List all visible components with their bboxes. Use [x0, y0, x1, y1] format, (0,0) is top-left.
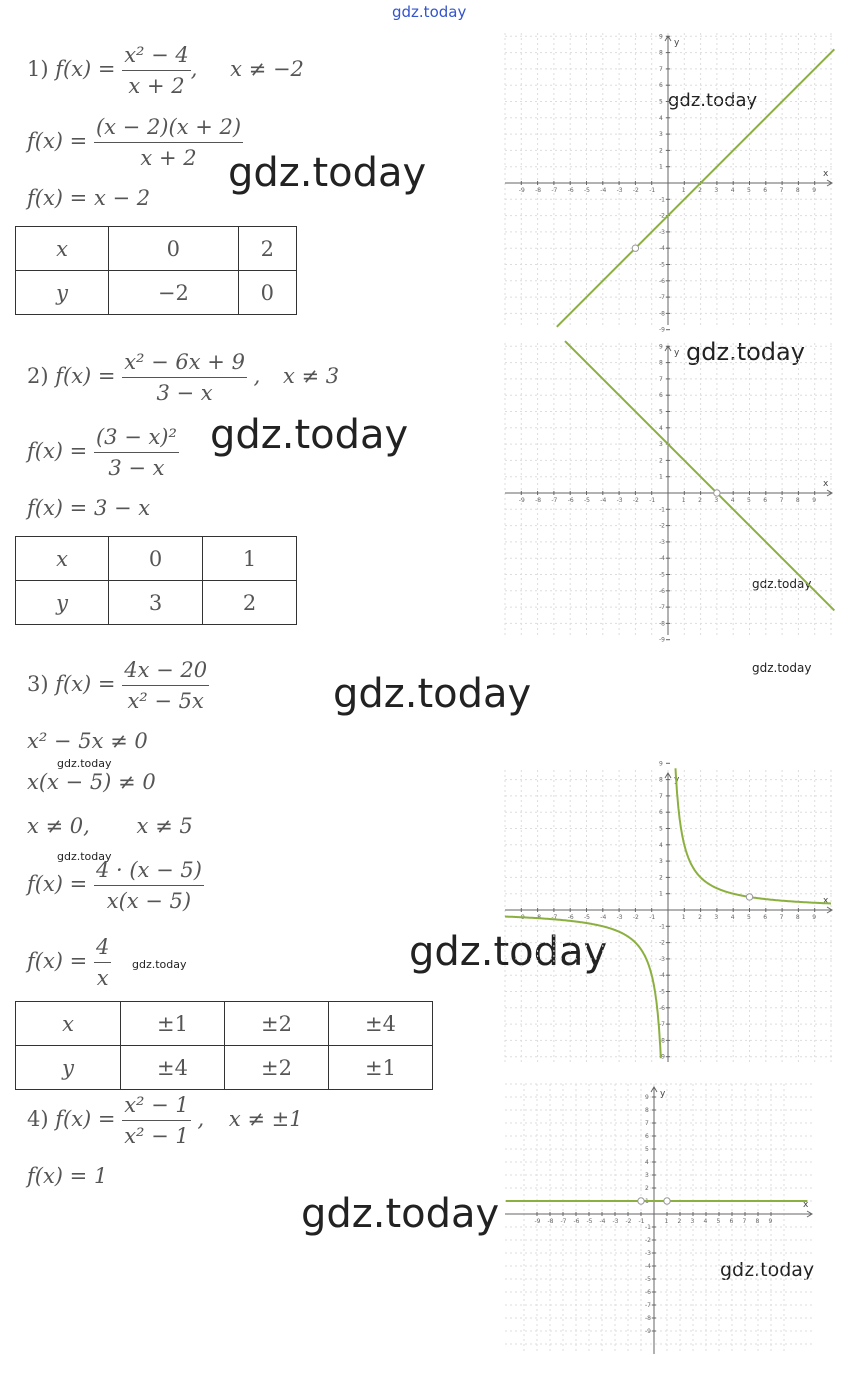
x-tick-label: -8 — [535, 187, 542, 194]
x-tick-label: -6 — [567, 914, 574, 921]
x-tick-label: -1 — [649, 914, 656, 921]
x-tick-label: -2 — [632, 914, 639, 921]
table-cell: y — [16, 271, 109, 315]
graph-2 — [505, 343, 835, 644]
table-row — [16, 537, 297, 581]
watermark: gdz.today — [132, 958, 187, 971]
y-tick-label: 8 — [659, 776, 663, 784]
function-curve — [505, 917, 661, 1059]
x-tick-label: 8 — [795, 497, 800, 504]
p2-result: f(x) = 3 − x — [27, 496, 151, 520]
p1-result: f(x) = x − 2 — [27, 186, 151, 210]
x-axis-label: x — [803, 1200, 809, 1210]
x-tick-label: 8 — [755, 1218, 760, 1225]
watermark: gdz.today — [752, 661, 812, 675]
x-tick-label: 5 — [716, 1218, 721, 1225]
p1-step-fraction — [94, 112, 243, 173]
y-tick-label: 4 — [659, 424, 663, 432]
x-tick-label: -7 — [560, 1218, 567, 1225]
y-tick-label: 8 — [645, 1107, 649, 1114]
p3-step-den: x(x − 5) — [106, 889, 192, 913]
y-axis-label: y — [674, 348, 680, 358]
x-tick-label: 4 — [730, 497, 735, 504]
y-tick-label: -3 — [659, 955, 665, 963]
table-cell: 0 — [238, 271, 296, 315]
fx-label: f(x) = — [55, 1107, 116, 1131]
table-cell: ±4 — [329, 1002, 433, 1046]
x-tick-label: 4 — [703, 1218, 708, 1225]
y-tick-label: -3 — [645, 1250, 651, 1257]
y-tick-label: 9 — [659, 760, 663, 768]
y-tick-label: -9 — [659, 326, 665, 334]
watermark: gdz.today — [301, 1191, 500, 1237]
p2-def-num: x² − 6x + 9 — [122, 347, 247, 378]
x-tick-label: -3 — [616, 187, 623, 194]
x-tick-label: 9 — [812, 914, 817, 921]
x-tick-label: 7 — [779, 187, 784, 194]
fx-label: f(x) = — [27, 439, 88, 463]
fx-label: f(x) = — [55, 672, 116, 696]
x-tick-label: -5 — [584, 914, 590, 921]
x-tick-label: -6 — [567, 497, 574, 504]
table-cell: ±2 — [225, 1002, 329, 1046]
y-tick-label: 3 — [659, 441, 663, 449]
y-tick-label: -8 — [645, 1315, 651, 1322]
x-axis-label: x — [823, 896, 829, 906]
x-tick-label: 7 — [742, 1218, 747, 1225]
x-tick-label: -8 — [535, 497, 542, 504]
x-tick-label: -7 — [551, 497, 558, 504]
table-cell: 2 — [238, 227, 296, 271]
y-tick-label: -9 — [659, 636, 665, 644]
y-tick-label: 5 — [659, 408, 663, 416]
watermark: gdz.today — [57, 757, 112, 770]
y-tick-label: -6 — [659, 1004, 665, 1012]
x-tick-label: 9 — [812, 497, 817, 504]
table-row — [16, 271, 297, 315]
y-tick-label: -7 — [659, 604, 665, 612]
y-tick-label: -1 — [659, 923, 665, 931]
x-tick-label: 5 — [747, 914, 751, 921]
table-cell: 0 — [109, 227, 239, 271]
y-tick-label: 5 — [645, 1146, 649, 1153]
x-tick-label: -1 — [649, 187, 656, 194]
p4-definition: 4) f(x) = $\frac{\text{x² − 1}}{\text{x² − 1}}$ , x ≠ ±1 — [27, 1090, 303, 1151]
hole-point — [746, 894, 752, 900]
x-tick-label: 6 — [729, 1218, 734, 1225]
table-cell: 2 — [203, 581, 297, 625]
p3-line3: x ≠ 0, x ≠ 5 — [27, 814, 193, 838]
y-tick-label: 7 — [659, 792, 663, 800]
y-tick-label: 4 — [659, 114, 663, 122]
x-tick-label: 8 — [795, 914, 800, 921]
y-axis-label: y — [674, 38, 680, 48]
p3-final-num: 4 — [94, 932, 111, 963]
p3-step-fraction — [94, 855, 204, 916]
p2-value-table — [15, 536, 297, 625]
y-tick-label: -3 — [659, 538, 665, 546]
y-tick-label: 8 — [659, 359, 663, 367]
y-tick-label: 7 — [645, 1120, 649, 1127]
watermark: gdz.today — [668, 90, 758, 111]
p4-number: 4) — [27, 1107, 49, 1131]
watermark: gdz.today — [720, 1259, 815, 1281]
watermark: gdz.today — [409, 929, 608, 975]
y-tick-label: 3 — [659, 131, 663, 139]
y-tick-label: -8 — [659, 620, 665, 628]
table-cell: ±1 — [329, 1046, 433, 1090]
table-cell: ±4 — [121, 1046, 225, 1090]
p4-result: f(x) = 1 — [27, 1164, 108, 1188]
y-tick-label: -1 — [645, 1224, 651, 1231]
y-tick-label: -3 — [659, 228, 665, 236]
p1-value-table — [15, 226, 297, 315]
x-axis-label: x — [823, 169, 829, 179]
y-tick-label: -1 — [659, 196, 665, 204]
watermark: gdz.today — [752, 577, 812, 591]
y-tick-label: 6 — [659, 82, 663, 90]
y-tick-label: 1 — [659, 163, 663, 171]
watermark: gdz.today — [333, 671, 532, 717]
watermark: gdz.today — [228, 150, 427, 196]
p3-value-table — [15, 1001, 433, 1090]
hole-point — [632, 245, 638, 251]
watermark-top: gdz.today — [392, 3, 467, 21]
y-tick-label: 7 — [659, 375, 663, 383]
p3-final — [27, 932, 111, 993]
x-tick-label: -1 — [649, 497, 656, 504]
x-axis-label: x — [823, 479, 829, 489]
function-curve — [676, 768, 832, 903]
x-tick-label: 1 — [681, 497, 686, 504]
x-tick-label: 9 — [768, 1218, 773, 1225]
x-tick-label: -5 — [586, 1218, 593, 1225]
p1-def-fraction — [122, 40, 191, 101]
p1-step-num: (x − 2)(x + 2) — [94, 112, 243, 143]
watermark: gdz.today — [210, 412, 409, 458]
x-tick-label: 7 — [779, 497, 784, 504]
x-tick-label: 8 — [795, 187, 800, 194]
x-tick-label: -4 — [599, 1218, 606, 1225]
y-tick-label: 1 — [659, 890, 663, 898]
table-cell: x — [16, 1002, 121, 1046]
x-tick-label: 6 — [763, 187, 768, 194]
x-tick-label: -6 — [567, 187, 574, 194]
y-tick-label: -5 — [659, 261, 665, 269]
y-tick-label: 6 — [645, 1133, 649, 1140]
table-row — [16, 1002, 433, 1046]
p3-line1: x² − 5x ≠ 0 — [27, 729, 148, 753]
y-tick-label: -2 — [659, 522, 665, 530]
y-tick-label: -6 — [659, 277, 665, 285]
y-tick-label: 1 — [645, 1198, 649, 1205]
watermark: gdz.today — [686, 338, 805, 366]
table-row — [16, 227, 297, 271]
table-cell: 3 — [109, 581, 203, 625]
x-tick-label: 2 — [698, 914, 702, 921]
y-tick-label: 6 — [659, 809, 663, 817]
y-axis-label: y — [660, 1089, 666, 1099]
x-tick-label: -8 — [535, 914, 542, 921]
x-tick-label: -5 — [584, 187, 590, 194]
fx-label: f(x) = — [27, 129, 88, 153]
y-tick-label: 2 — [659, 874, 663, 882]
y-tick-label: 2 — [659, 147, 663, 155]
function-curve — [565, 341, 834, 610]
y-tick-label: 9 — [659, 33, 663, 41]
table-cell: y — [16, 581, 109, 625]
y-tick-label: -5 — [659, 571, 665, 579]
x-tick-label: -2 — [632, 187, 639, 194]
y-tick-label: -5 — [645, 1276, 651, 1283]
hole-point — [664, 1198, 670, 1204]
y-tick-label: -2 — [645, 1237, 651, 1244]
p3-step — [27, 855, 204, 916]
table-cell: 1 — [203, 537, 297, 581]
graph-4 — [505, 1084, 815, 1354]
p1-def-num: x² − 4 — [122, 40, 191, 71]
table-row — [16, 1046, 433, 1090]
x-tick-label: -8 — [547, 1218, 554, 1225]
x-tick-label: -7 — [551, 914, 558, 921]
graph-1 — [505, 33, 835, 334]
y-tick-label: 5 — [659, 98, 663, 106]
y-tick-label: 7 — [659, 65, 663, 73]
table-cell: y — [16, 1046, 121, 1090]
table-cell: x — [16, 227, 109, 271]
table-cell: 0 — [109, 537, 203, 581]
hole-point — [714, 490, 720, 496]
p2-definition: 2) f(x) = $\frac{\text{x² − 6x + 9}}{3 - x}$ , x ≠ 3 — [27, 347, 339, 408]
x-tick-label: -4 — [600, 497, 607, 504]
p3-definition — [27, 655, 209, 716]
x-tick-label: 4 — [730, 914, 735, 921]
y-axis-label: y — [674, 775, 680, 785]
p1-step — [27, 112, 243, 173]
p4-def-den: x² − 1 — [124, 1124, 189, 1148]
y-tick-label: -7 — [645, 1302, 651, 1309]
p3-def-den: x² − 5x — [127, 689, 204, 713]
y-tick-label: -7 — [659, 1021, 665, 1029]
y-tick-label: 4 — [645, 1159, 649, 1166]
x-tick-label: 3 — [714, 187, 719, 194]
x-tick-label: -4 — [600, 914, 607, 921]
y-tick-label: 9 — [645, 1094, 649, 1101]
x-tick-label: -2 — [625, 1218, 632, 1225]
x-tick-label: 1 — [664, 1218, 669, 1225]
p2-step-num: (3 − x)² — [94, 422, 179, 453]
y-tick-label: 5 — [659, 825, 663, 833]
table-cell: −2 — [109, 271, 239, 315]
x-tick-label: -6 — [573, 1218, 580, 1225]
x-tick-label: 1 — [681, 914, 686, 921]
y-tick-label: -9 — [645, 1328, 651, 1335]
p3-line2: x(x − 5) ≠ 0 — [27, 770, 156, 794]
y-tick-label: -4 — [659, 972, 665, 980]
y-tick-label: 6 — [659, 392, 663, 400]
y-tick-label: -9 — [659, 1053, 665, 1061]
p3-final-den: x — [96, 966, 109, 990]
x-tick-label: -4 — [600, 187, 607, 194]
y-tick-label: -7 — [659, 294, 665, 302]
watermark: gdz.today — [57, 850, 112, 863]
y-tick-label: 9 — [659, 343, 663, 351]
y-tick-label: 3 — [645, 1172, 649, 1179]
y-tick-label: -8 — [659, 1037, 665, 1045]
x-tick-label: -5 — [584, 497, 590, 504]
x-tick-label: 3 — [690, 1218, 695, 1225]
y-tick-label: 4 — [659, 841, 663, 849]
y-tick-label: -6 — [645, 1289, 651, 1296]
y-tick-label: -4 — [659, 245, 665, 253]
x-tick-label: -9 — [518, 914, 525, 921]
y-tick-label: -4 — [659, 555, 665, 563]
x-tick-label: 7 — [779, 914, 784, 921]
p2-number: 2) — [27, 364, 49, 388]
table-row — [16, 581, 297, 625]
hole-point — [638, 1198, 644, 1204]
table-cell: ±1 — [121, 1002, 225, 1046]
fx-label: f(x) = — [27, 949, 88, 973]
y-tick-label: -5 — [659, 988, 665, 996]
p3-number: 3) — [27, 672, 49, 696]
y-tick-label: 1 — [659, 473, 663, 481]
p1-condition: x ≠ −2 — [230, 57, 304, 81]
fx-label: f(x) = — [27, 872, 88, 896]
x-tick-label: -3 — [616, 497, 623, 504]
x-tick-label: 4 — [730, 187, 735, 194]
y-tick-label: 2 — [645, 1185, 649, 1192]
x-tick-label: 5 — [747, 187, 751, 194]
y-tick-label: -6 — [659, 587, 665, 595]
p1-definition: 1) f(x) = $\frac{\text{x² − 4}}{x + 2}$ , x ≠ −2 — [27, 40, 304, 101]
p4-condition: x ≠ ±1 — [228, 1107, 303, 1131]
p1-def-den: x + 2 — [128, 74, 185, 98]
p4-def-fraction — [122, 1090, 191, 1151]
y-tick-label: -4 — [645, 1263, 651, 1270]
x-tick-label: 6 — [763, 497, 768, 504]
x-tick-label: -9 — [518, 497, 525, 504]
p3-def-fraction — [122, 655, 209, 716]
y-tick-label: -8 — [659, 310, 665, 318]
x-tick-label: -9 — [534, 1218, 541, 1225]
x-tick-label: 2 — [677, 1218, 682, 1225]
x-tick-label: 2 — [698, 187, 702, 194]
table-cell: x — [16, 537, 109, 581]
p2-condition: x ≠ 3 — [282, 364, 340, 388]
y-tick-label: -2 — [659, 939, 665, 947]
x-tick-label: -1 — [638, 1218, 645, 1225]
y-tick-label: -1 — [659, 506, 665, 514]
x-tick-label: 6 — [763, 914, 768, 921]
x-tick-label: 5 — [747, 497, 751, 504]
x-tick-label: 3 — [714, 497, 719, 504]
p3-def-num: 4x − 20 — [122, 655, 209, 686]
p1-number: 1) — [27, 57, 49, 81]
x-tick-label: 3 — [714, 914, 719, 921]
y-tick-label: 3 — [659, 858, 663, 866]
function-curve — [557, 49, 835, 327]
fx-label: f(x) = — [55, 364, 116, 388]
x-tick-label: -3 — [616, 914, 623, 921]
x-tick-label: -2 — [632, 497, 639, 504]
table-cell: ±2 — [225, 1046, 329, 1090]
graph-3 — [505, 760, 835, 1062]
x-tick-label: 2 — [698, 497, 702, 504]
p2-step-fraction — [94, 422, 179, 483]
p3-step-num: 4 · (x − 5) — [94, 855, 204, 886]
x-tick-label: -3 — [612, 1218, 619, 1225]
x-tick-label: -7 — [551, 187, 558, 194]
p2-def-den: 3 − x — [156, 381, 213, 405]
y-tick-label: -2 — [659, 212, 665, 220]
p2-step-den: 3 − x — [108, 456, 165, 480]
y-tick-label: 2 — [659, 457, 663, 465]
p2-def-fraction — [122, 347, 247, 408]
x-tick-label: 1 — [681, 187, 686, 194]
p2-step — [27, 422, 179, 483]
x-tick-label: 9 — [812, 187, 817, 194]
fx-label: f(x) = — [55, 57, 116, 81]
x-tick-label: -9 — [518, 187, 525, 194]
p4-def-num: x² − 1 — [122, 1090, 191, 1121]
y-tick-label: 8 — [659, 49, 663, 57]
p3-final-fraction — [94, 932, 111, 993]
p1-step-den: x + 2 — [140, 146, 197, 170]
